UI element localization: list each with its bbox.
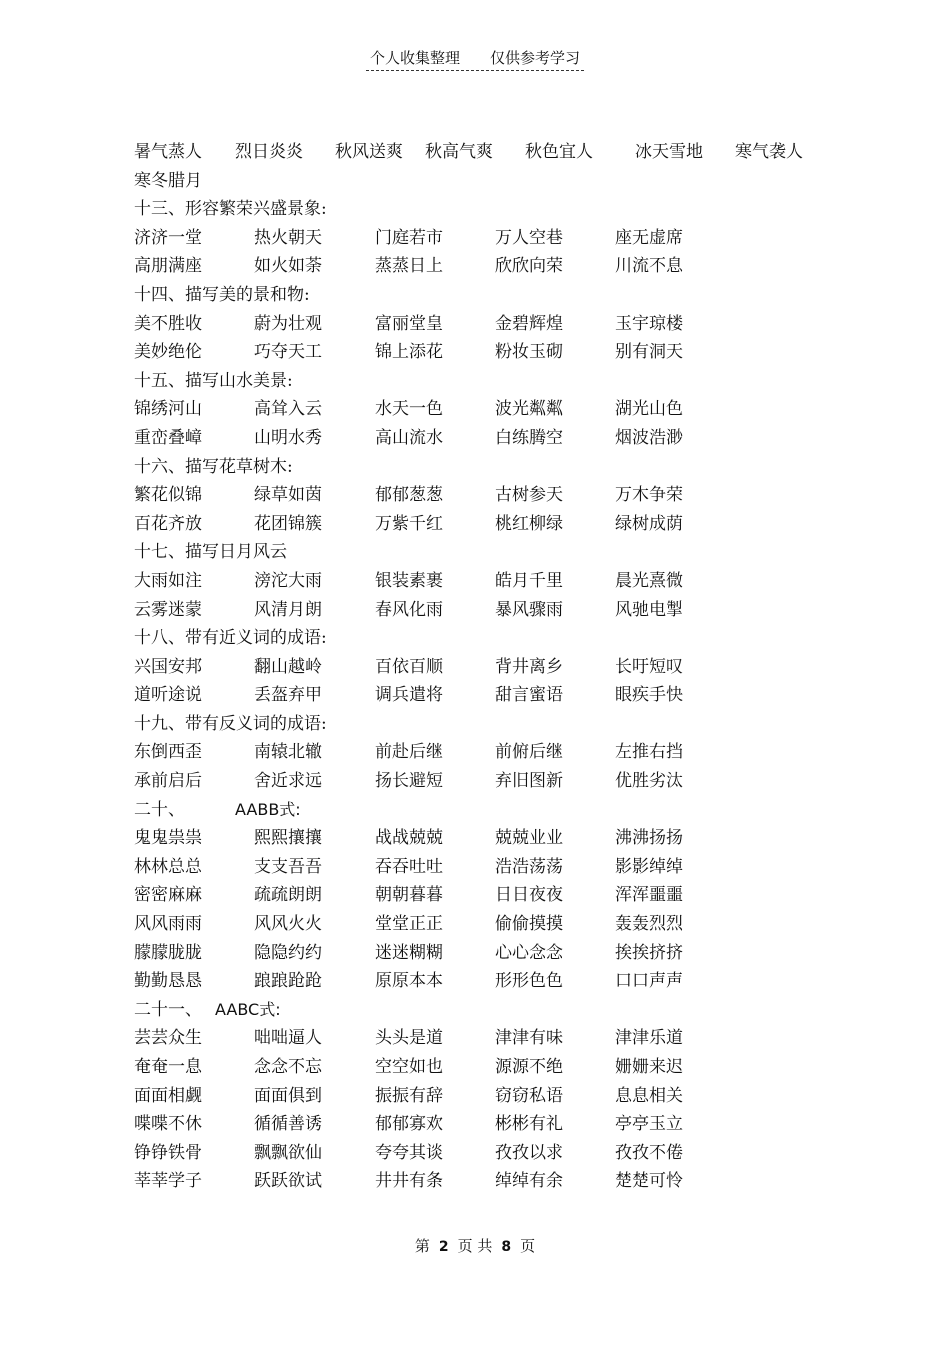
idiom: 朝朝暮暮 — [375, 885, 443, 906]
idiom-row — [134, 939, 834, 968]
section-heading — [134, 710, 834, 739]
idiom: 绿草如茵 — [254, 485, 322, 506]
idiom-row — [134, 853, 834, 882]
section-title: 十七、描写日月风云 — [134, 542, 287, 563]
idiom: 面面俱到 — [254, 1085, 322, 1106]
idiom: 奄奄一息 — [134, 1057, 202, 1077]
idiom: 舍近求远 — [254, 771, 322, 792]
idiom: 暴风骤雨 — [495, 599, 563, 620]
idiom: 春风化雨 — [375, 599, 443, 620]
idiom: 楚楚可怜 — [615, 1171, 683, 1192]
idiom: 门庭若市 — [375, 227, 443, 248]
idiom: 高耸入云 — [254, 399, 322, 420]
idiom: 烟波浩渺 — [615, 427, 683, 448]
idiom-row — [134, 510, 834, 539]
idiom: 繁花似锦 — [134, 485, 202, 506]
idiom: 美妙绝伦 — [134, 342, 202, 363]
idiom: 芸芸众生 — [134, 1028, 202, 1049]
idiom-row — [134, 824, 834, 853]
idiom: 振振有辞 — [375, 1085, 443, 1106]
idiom: 井井有条 — [375, 1171, 443, 1192]
idiom-row — [134, 1110, 834, 1139]
idiom: 重峦叠嶂 — [134, 427, 202, 448]
idiom: 面面相觑 — [134, 1085, 202, 1106]
idiom: 波光粼粼 — [495, 399, 563, 420]
idiom: 川流不息 — [615, 256, 683, 277]
idiom: 林林总总 — [134, 856, 202, 877]
idiom: 水天一色 — [375, 399, 443, 420]
intro-item: 秋高气爽 — [425, 142, 493, 162]
idiom: 前俯后继 — [495, 742, 563, 763]
idiom: 热火朝天 — [254, 227, 322, 248]
header-text — [366, 48, 584, 71]
idiom: 高朋满座 — [134, 256, 202, 277]
idiom: 玉宇琼楼 — [615, 313, 683, 334]
idiom: 头头是道 — [375, 1028, 443, 1049]
idiom: 甜言蜜语 — [495, 685, 563, 706]
idiom: 念念不忘 — [254, 1057, 322, 1077]
idiom: 别有洞天 — [615, 342, 683, 363]
page-header — [0, 48, 950, 71]
idiom: 战战兢兢 — [375, 828, 443, 849]
idiom: 挨挨挤挤 — [615, 942, 683, 963]
idiom: 翻山越岭 — [254, 656, 322, 677]
idiom: 息息相关 — [615, 1085, 683, 1106]
idiom: 密密麻麻 — [134, 885, 202, 906]
section-heading — [134, 367, 834, 396]
idiom: 长吁短叹 — [615, 656, 683, 677]
idiom: 湖光山色 — [615, 399, 683, 420]
page-footer — [0, 1236, 950, 1257]
intro-row — [134, 138, 834, 167]
idiom: 飘飘欲仙 — [254, 1142, 322, 1163]
idiom: 万人空巷 — [495, 227, 563, 248]
idiom: 桃红柳绿 — [495, 513, 563, 534]
idiom: 兴国安邦 — [134, 656, 202, 677]
idiom: 口口声声 — [615, 971, 683, 992]
section-title: 十三、形容繁荣兴盛景象: — [134, 199, 327, 220]
idiom: 道听途说 — [134, 685, 202, 706]
idiom: 调兵遣将 — [375, 685, 443, 706]
idiom-row — [134, 338, 834, 367]
idiom: 银装素裹 — [375, 570, 443, 591]
idiom-row — [134, 395, 834, 424]
idiom: 南辕北辙 — [254, 742, 322, 763]
page-total: 8 — [501, 1239, 512, 1255]
intro-item: 冰天雪地 — [635, 142, 703, 162]
header-right: 仅供参考学习 — [490, 49, 581, 67]
idiom: 云雾迷蒙 — [134, 599, 202, 620]
idiom-row — [134, 1167, 834, 1196]
section-pattern — [235, 796, 301, 825]
idiom: 日日夜夜 — [495, 885, 563, 906]
idiom: 莘莘学子 — [134, 1171, 202, 1192]
idiom: 彬彬有礼 — [495, 1114, 563, 1135]
idiom: 沸沸扬扬 — [615, 828, 683, 849]
idiom: 迷迷糊糊 — [375, 942, 443, 963]
idiom: 百花齐放 — [134, 513, 202, 534]
idiom: 富丽堂皇 — [375, 313, 443, 334]
idiom: 形形色色 — [495, 971, 563, 992]
idiom: 白练腾空 — [495, 427, 563, 448]
idiom: 喋喋不休 — [134, 1114, 202, 1135]
idiom: 鬼鬼祟祟 — [134, 828, 202, 849]
idiom: 偷偷摸摸 — [495, 914, 563, 935]
page-number: 2 — [438, 1239, 449, 1255]
idiom: 心心念念 — [495, 942, 563, 963]
section-title: 十六、描写花草树木: — [134, 456, 293, 477]
idiom: 济济一堂 — [134, 227, 202, 248]
idiom: 影影绰绰 — [615, 856, 683, 877]
idiom-row — [134, 967, 834, 996]
intro-item: 秋风送爽 — [335, 142, 403, 162]
idiom: 风驰电掣 — [615, 599, 683, 620]
idiom: 亭亭玉立 — [615, 1114, 683, 1135]
header-left: 个人收集整理 — [369, 49, 460, 67]
idiom: 窃窃私语 — [495, 1085, 563, 1106]
idiom: 滂沱大雨 — [254, 570, 322, 591]
idiom: 金碧辉煌 — [495, 313, 563, 334]
idiom-row — [134, 567, 834, 596]
idiom-row — [134, 738, 834, 767]
idiom: 万紫千红 — [375, 513, 443, 534]
idiom: 轰轰烈烈 — [615, 914, 683, 935]
idiom-row — [134, 1053, 834, 1082]
idiom: 绰绰有余 — [495, 1171, 563, 1192]
idiom: 孜孜不倦 — [615, 1142, 683, 1163]
intro-item: 寒气袭人 — [735, 142, 803, 162]
idiom: 跃跃欲试 — [254, 1171, 322, 1192]
idiom-list — [134, 138, 834, 1196]
idiom: 左推右挡 — [615, 742, 683, 763]
idiom: 绿树成荫 — [615, 513, 683, 534]
footer-middle: 页 共 — [457, 1237, 493, 1255]
intro-item: 暑气蒸人 — [134, 142, 202, 162]
section-title: 十四、描写美的景和物: — [134, 284, 310, 305]
idiom: 花团锦簇 — [254, 513, 322, 534]
section-heading — [134, 281, 834, 310]
intro-item: 烈日炎炎 — [235, 142, 303, 162]
idiom-row — [134, 653, 834, 682]
section-pattern — [215, 996, 281, 1025]
idiom: 背井离乡 — [495, 656, 563, 677]
idiom: 山明水秀 — [254, 427, 322, 448]
idiom: 百依百顺 — [375, 656, 443, 677]
idiom: 吞吞吐吐 — [375, 856, 443, 877]
idiom: 承前启后 — [134, 771, 202, 792]
idiom-row — [134, 310, 834, 339]
idiom-row — [134, 252, 834, 281]
section-title — [134, 996, 281, 1025]
idiom: 座无虚席 — [615, 227, 683, 248]
idiom: 美不胜收 — [134, 313, 202, 334]
idiom: 朦朦胧胧 — [134, 942, 202, 963]
pattern-letters: AABC — [215, 999, 260, 1019]
idiom: 姗姗来迟 — [615, 1057, 683, 1077]
section-title: 十八、带有近义词的成语: — [134, 628, 327, 649]
idiom: 浑浑噩噩 — [615, 885, 683, 906]
idiom: 蔚为壮观 — [254, 313, 322, 334]
idiom-row — [134, 424, 834, 453]
idiom-row — [134, 910, 834, 939]
idiom: 大雨如注 — [134, 570, 202, 591]
idiom: 优胜劣汰 — [615, 771, 683, 792]
idiom: 熙熙攘攘 — [254, 828, 322, 849]
section-number: 二十、 — [134, 799, 185, 820]
idiom: 风清月朗 — [254, 599, 322, 620]
idiom: 东倒西歪 — [134, 742, 202, 763]
idiom: 锦绣河山 — [134, 399, 202, 420]
idiom: 浩浩荡荡 — [495, 856, 563, 877]
idiom: 扬长避短 — [375, 771, 443, 792]
idiom-row — [134, 1082, 834, 1111]
idiom: 锦上添花 — [375, 342, 443, 363]
idiom: 粉妆玉砌 — [495, 342, 563, 363]
idiom: 津津乐道 — [615, 1028, 683, 1049]
idiom-row — [134, 1024, 834, 1053]
idiom: 高山流水 — [375, 427, 443, 448]
intro-item: 寒冬腊月 — [134, 170, 202, 191]
section-title: 十九、带有反义词的成语: — [134, 713, 327, 734]
idiom: 弃旧图新 — [495, 771, 563, 792]
section-heading — [134, 796, 834, 825]
section-title — [134, 796, 301, 825]
idiom: 铮铮铁骨 — [134, 1142, 202, 1163]
idiom-row — [134, 767, 834, 796]
idiom: 咄咄逼人 — [254, 1028, 322, 1049]
idiom-row — [134, 1139, 834, 1168]
section-heading — [134, 453, 834, 482]
idiom-row — [134, 596, 834, 625]
section-number: 二十一、 — [134, 999, 202, 1020]
idiom: 勤勤恳恳 — [134, 971, 202, 992]
idiom: 津津有味 — [495, 1028, 563, 1049]
idiom: 眼疾手快 — [615, 685, 683, 706]
idiom: 丢盔弃甲 — [254, 685, 322, 706]
idiom: 郁郁寡欢 — [375, 1114, 443, 1135]
section-heading — [134, 195, 834, 224]
idiom: 巧夺天工 — [254, 342, 322, 363]
idiom: 古树参天 — [495, 485, 563, 506]
intro-wrap-row — [134, 167, 834, 196]
idiom: 蒸蒸日上 — [375, 256, 443, 277]
idiom: 孜孜以求 — [495, 1142, 563, 1163]
section-title: 十五、描写山水美景: — [134, 370, 293, 391]
idiom: 如火如荼 — [254, 256, 322, 277]
idiom: 踉踉跄跄 — [254, 971, 322, 992]
section-heading — [134, 538, 834, 567]
idiom: 源源不绝 — [495, 1057, 563, 1077]
idiom: 疏疏朗朗 — [254, 885, 322, 906]
footer-suffix: 页 — [520, 1237, 536, 1255]
footer-prefix: 第 — [414, 1237, 430, 1255]
idiom-row — [134, 481, 834, 510]
idiom: 堂堂正正 — [375, 914, 443, 935]
idiom: 晨光熹微 — [615, 570, 683, 591]
pattern-suffix: 式: — [259, 999, 281, 1019]
idiom: 风风雨雨 — [134, 914, 202, 935]
idiom: 风风火火 — [254, 914, 322, 935]
idiom: 原原本本 — [375, 971, 443, 992]
idiom: 支支吾吾 — [254, 856, 322, 877]
pattern-suffix: 式: — [279, 799, 301, 819]
idiom: 皓月千里 — [495, 570, 563, 591]
idiom: 空空如也 — [375, 1057, 443, 1077]
idiom: 夸夸其谈 — [375, 1142, 443, 1163]
idiom: 万木争荣 — [615, 485, 683, 506]
idiom-row — [134, 881, 834, 910]
idiom-row — [134, 224, 834, 253]
section-heading — [134, 996, 834, 1025]
idiom: 隐隐约约 — [254, 942, 322, 963]
section-heading — [134, 624, 834, 653]
idiom: 郁郁葱葱 — [375, 485, 443, 506]
idiom: 欣欣向荣 — [495, 256, 563, 277]
idiom-row — [134, 681, 834, 710]
idiom: 前赴后继 — [375, 742, 443, 763]
pattern-letters: AABB — [235, 799, 280, 819]
idiom: 循循善诱 — [254, 1114, 322, 1135]
intro-item: 秋色宜人 — [525, 142, 593, 162]
idiom: 兢兢业业 — [495, 828, 563, 849]
